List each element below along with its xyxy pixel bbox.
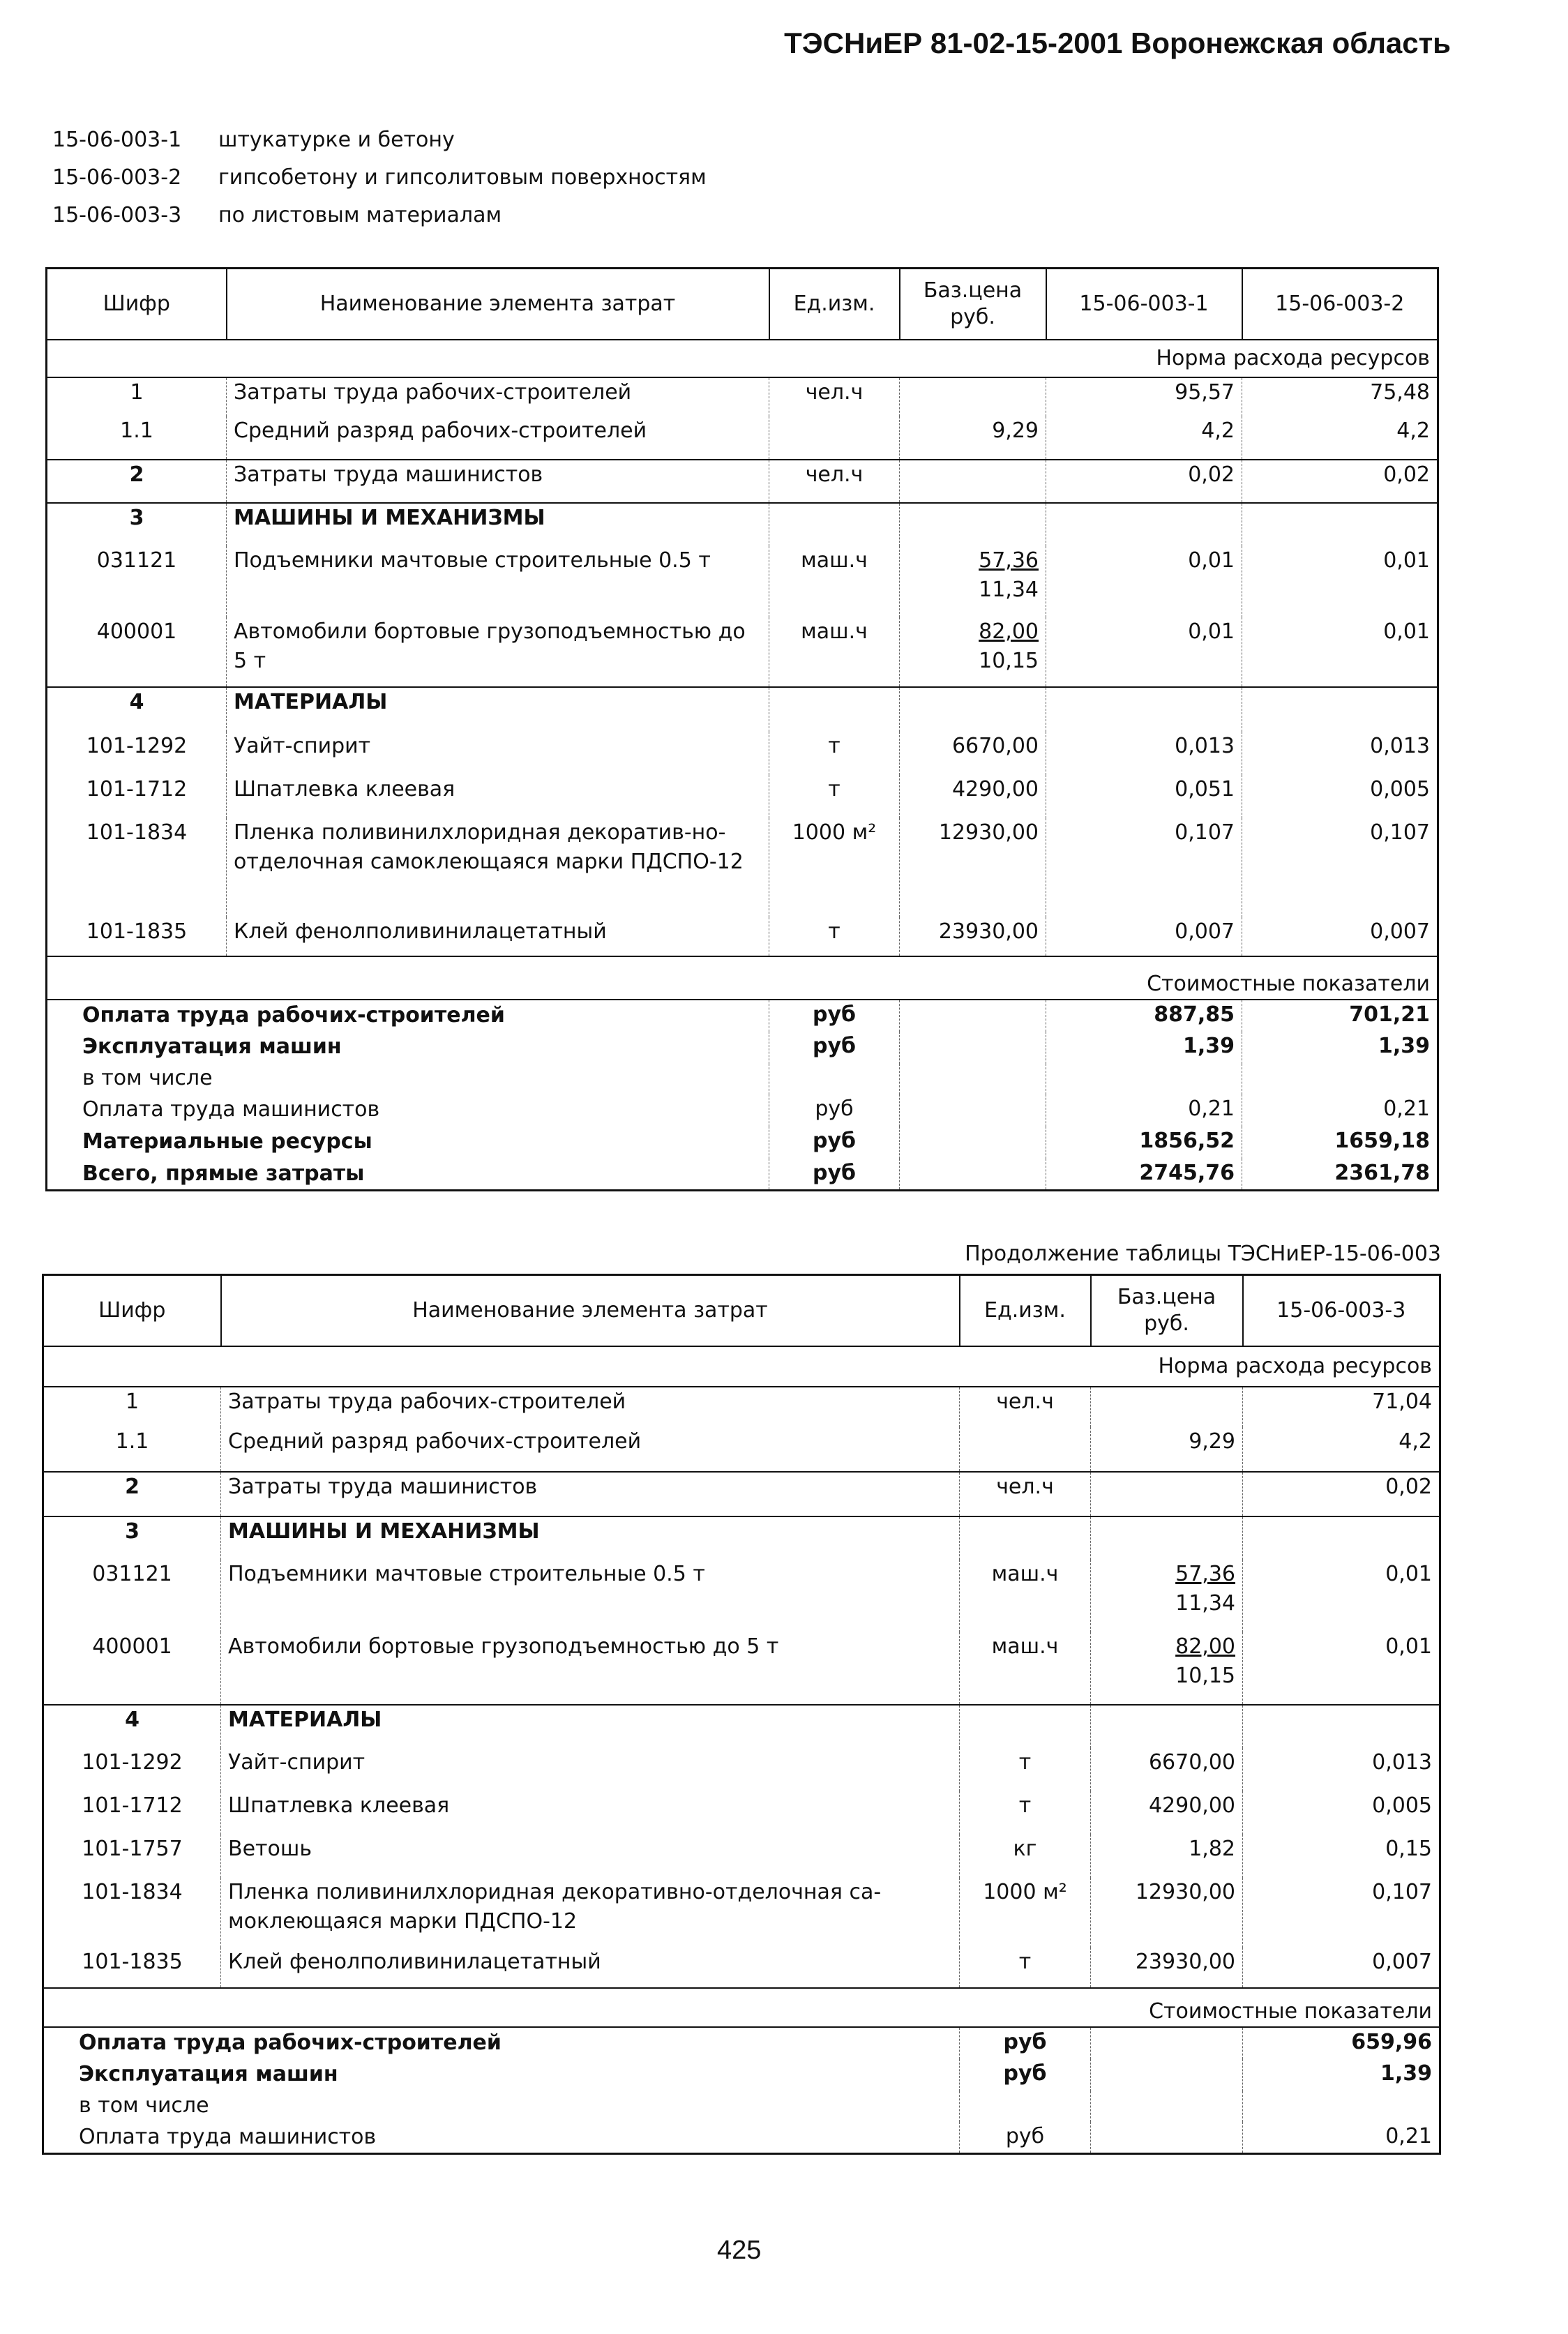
row-price: 4290,00 — [900, 775, 1046, 818]
row-name: Уайт-спирит — [221, 1748, 960, 1791]
col-header-price: Баз.цена руб. — [900, 269, 1046, 340]
row-value-1: 95,57 — [1046, 377, 1242, 416]
table-row — [47, 732, 1438, 775]
cost-unit: руб — [769, 1127, 900, 1159]
row-price — [900, 460, 1046, 503]
norm-section-row — [43, 1346, 1440, 1387]
row-unit: чел.ч — [769, 460, 900, 503]
row-value-1: 0,01 — [1243, 1560, 1440, 1632]
row-price: 57,36 11,34 — [1091, 1560, 1243, 1632]
cost-value-2: 1,39 — [1242, 1032, 1438, 1064]
row-code: 2 — [43, 1472, 221, 1516]
table-row — [47, 416, 1438, 460]
row-value-2: 4,2 — [1242, 416, 1438, 460]
row-code: 2 — [47, 460, 227, 503]
row-unit: маш.ч — [960, 1560, 1091, 1632]
row-value-2: 0,01 — [1242, 617, 1438, 687]
row-unit: 1000 м² — [960, 1878, 1091, 1948]
row-code: 1.1 — [115, 1429, 149, 1454]
cost-value-2: 2361,78 — [1242, 1159, 1438, 1191]
row-name: МАТЕРИАЛЫ — [227, 687, 769, 732]
row-name: Затраты труда рабочих-строителей — [227, 377, 769, 416]
cost-value-2: 0,21 — [1242, 1094, 1438, 1127]
row-code: 3 — [43, 1516, 221, 1560]
row-value-1: 0,107 — [1046, 818, 1242, 917]
cost-value-1: 659,96 — [1243, 2027, 1440, 2059]
cost-row — [47, 1127, 1438, 1159]
table-row — [43, 1387, 1440, 1427]
row-unit: т — [769, 775, 900, 818]
cost-row — [43, 2059, 1440, 2091]
cost-name: Оплата труда машинистов — [82, 1097, 380, 1122]
table-row — [47, 377, 1438, 416]
intro-code: 15-06-003-3 — [52, 203, 182, 227]
row-name: Клей фенолполивинилацетатный — [227, 917, 769, 956]
cost-name: Эксплуатация машин — [79, 2061, 338, 2086]
row-unit: чел.ч — [769, 377, 900, 416]
row-value-2: 0,107 — [1242, 818, 1438, 917]
row-name: Шпатлевка клеевая — [221, 1791, 960, 1835]
row-value-1: 0,051 — [1046, 775, 1242, 818]
col-header-norm-1: 15-06-003-3 — [1243, 1275, 1440, 1346]
cost-row — [47, 1032, 1438, 1064]
cost-name: Оплата труда рабочих-строителей — [79, 2030, 502, 2055]
row-value-1: 0,02 — [1046, 460, 1242, 503]
section-row-materials — [47, 687, 1438, 732]
table-row — [47, 546, 1438, 617]
row-code: 1.1 — [120, 418, 153, 443]
row-name: Подъемники мачтовые строительные 0.5 т — [227, 546, 769, 617]
table-row — [43, 1835, 1440, 1878]
table-row — [43, 1878, 1440, 1948]
row-price: 9,29 — [900, 416, 1046, 460]
document-header: ТЭСНиЕР 81-02-15-2001 Воронежская область — [784, 27, 1451, 59]
row-unit: маш.ч — [769, 546, 900, 617]
row-value-1: 0,01 — [1046, 617, 1242, 687]
table-row — [47, 617, 1438, 687]
table-row — [43, 1560, 1440, 1632]
row-price: 6670,00 — [1091, 1748, 1243, 1791]
norm-label: Норма расхода ресурсов — [43, 1346, 1440, 1387]
row-value-2: 0,005 — [1242, 775, 1438, 818]
row-code: 3 — [47, 503, 227, 546]
cost-unit: руб — [960, 2027, 1091, 2059]
row-value-1: 0,007 — [1243, 1948, 1440, 1988]
row-value-1: 0,02 — [1243, 1472, 1440, 1516]
cost-unit: руб — [769, 1000, 900, 1032]
table-row — [43, 1472, 1440, 1516]
row-price: 82,00 10,15 — [1091, 1632, 1243, 1705]
col-header-name: Наименование элемента затрат — [221, 1275, 960, 1346]
row-unit — [960, 1427, 1091, 1472]
cost-value-2: 701,21 — [1242, 1000, 1438, 1032]
row-value-1: 0,01 — [1243, 1632, 1440, 1705]
col-header-code: Шифр — [47, 269, 227, 340]
row-code: 101-1292 — [82, 1749, 183, 1775]
row-value-1: 0,013 — [1243, 1748, 1440, 1791]
row-name: Средний разряд рабочих-строителей — [227, 416, 769, 460]
row-price: 82,00 10,15 — [900, 617, 1046, 687]
continuation-note: Продолжение таблицы ТЭСНиЕР-15-06-003 — [965, 1242, 1441, 1266]
row-unit: т — [769, 732, 900, 775]
row-code: 4 — [43, 1705, 221, 1748]
row-name: Средний разряд рабочих-строителей — [221, 1427, 960, 1472]
intro-item — [52, 159, 707, 197]
row-name: МАШИНЫ И МЕХАНИЗМЫ — [227, 503, 769, 546]
row-code: 1 — [130, 379, 144, 405]
row-value-1: 4,2 — [1243, 1427, 1440, 1472]
row-unit — [769, 416, 900, 460]
row-price — [1091, 1387, 1243, 1427]
cost-name: Оплата труда машинистов — [79, 2124, 377, 2149]
intro-text: гипсобетону и гипсолитовым поверхностям — [218, 165, 707, 190]
cost-section-row — [43, 1988, 1440, 2027]
cost-name: Всего, прямые затраты — [82, 1161, 365, 1186]
section-row-machines — [43, 1516, 1440, 1560]
col-header-unit: Ед.изм. — [960, 1275, 1091, 1346]
norm-label: Норма расхода ресурсов — [47, 340, 1438, 377]
col-header-price: Баз.цена руб. — [1091, 1275, 1243, 1346]
col-header-norm-1: 15-06-003-1 — [1046, 269, 1242, 340]
row-unit: т — [960, 1748, 1091, 1791]
page-number: 425 — [717, 2236, 762, 2265]
table-row — [43, 1427, 1440, 1472]
section-row-machines — [47, 503, 1438, 546]
table-header-row — [43, 1275, 1440, 1346]
row-name: Автомобили бортовые грузоподъемностью до 5 т — [227, 617, 769, 687]
table-row — [43, 1748, 1440, 1791]
row-price: 9,29 — [1091, 1427, 1243, 1472]
col-header-norm-2: 15-06-003-2 — [1242, 269, 1438, 340]
cost-value-1: 2745,76 — [1046, 1159, 1242, 1191]
table-row — [47, 460, 1438, 503]
intro-item — [52, 197, 707, 234]
intro-text: по листовым материалам — [218, 203, 502, 227]
row-unit: чел.ч — [960, 1387, 1091, 1427]
row-unit: маш.ч — [960, 1632, 1091, 1705]
cost-row — [47, 1159, 1438, 1191]
row-price: 23930,00 — [1091, 1948, 1243, 1988]
row-value-1: 0,15 — [1243, 1835, 1440, 1878]
row-price: 23930,00 — [900, 917, 1046, 956]
intro-code: 15-06-003-2 — [52, 165, 182, 190]
row-code: 101-1757 — [82, 1836, 183, 1861]
cost-name: Эксплуатация машин — [82, 1034, 342, 1059]
row-value-1: 71,04 — [1243, 1387, 1440, 1427]
cost-unit: руб — [769, 1094, 900, 1127]
row-code: 101-1834 — [86, 820, 188, 845]
row-unit: маш.ч — [769, 617, 900, 687]
row-code: 101-1292 — [86, 733, 188, 758]
cost-value-1: 0,21 — [1046, 1094, 1242, 1127]
row-code: 031121 — [92, 1561, 172, 1586]
row-name: МАТЕРИАЛЫ — [221, 1705, 960, 1748]
resource-table-2 — [42, 1274, 1441, 2155]
row-code: 031121 — [96, 548, 177, 573]
row-name: Пленка поливинилхлоридная декоративно-отделочная са-моклеющаяся марки ПДСПО-12 — [221, 1878, 960, 1948]
cost-unit: руб — [960, 2059, 1091, 2091]
row-name: Шпатлевка клеевая — [227, 775, 769, 818]
table-row — [43, 1791, 1440, 1835]
norm-section-row — [47, 340, 1438, 377]
row-code: 101-1712 — [82, 1793, 183, 1818]
row-value-1: 0,005 — [1243, 1791, 1440, 1835]
intro-text: штукатурке и бетону — [218, 128, 455, 152]
row-name: Ветошь — [221, 1835, 960, 1878]
row-price: 1,82 — [1091, 1835, 1243, 1878]
cost-row — [43, 2122, 1440, 2154]
row-price: 12930,00 — [900, 818, 1046, 917]
row-value-1: 4,2 — [1046, 416, 1242, 460]
row-value-2: 0,013 — [1242, 732, 1438, 775]
row-code: 400001 — [92, 1634, 172, 1659]
table-row — [47, 917, 1438, 956]
cost-value-1: 887,85 — [1046, 1000, 1242, 1032]
col-header-code: Шифр — [43, 1275, 221, 1346]
cost-value-1: 1,39 — [1243, 2059, 1440, 2091]
cost-row — [47, 1000, 1438, 1032]
row-price — [900, 377, 1046, 416]
row-code: 101-1712 — [86, 776, 188, 801]
cost-unit: руб — [960, 2122, 1091, 2154]
row-name: Затраты труда машинистов — [227, 460, 769, 503]
row-code: 101-1834 — [82, 1879, 183, 1904]
row-price: 57,36 11,34 — [900, 546, 1046, 617]
cost-name: Материальные ресурсы — [82, 1129, 372, 1154]
cost-value-1: 1,39 — [1046, 1032, 1242, 1064]
col-header-name: Наименование элемента затрат — [227, 269, 769, 340]
resource-table-1 — [45, 267, 1439, 1191]
cost-section-row — [47, 956, 1438, 1000]
row-value-2: 0,01 — [1242, 546, 1438, 617]
cost-name: в том числе — [82, 1065, 213, 1090]
table-row — [43, 1948, 1440, 1988]
cost-row — [43, 2027, 1440, 2059]
row-value-1: 0,013 — [1046, 732, 1242, 775]
row-code: 101-1835 — [82, 1949, 183, 1974]
row-unit: чел.ч — [960, 1472, 1091, 1516]
row-code: 1 — [125, 1389, 140, 1414]
row-unit: 1000 м² — [769, 818, 900, 917]
cost-unit: руб — [769, 1032, 900, 1064]
table-row — [47, 818, 1438, 917]
row-value-2: 0,007 — [1242, 917, 1438, 956]
cost-name: в том числе — [79, 2093, 209, 2118]
row-value-1: 0,107 — [1243, 1878, 1440, 1948]
row-name: Затраты труда рабочих-строителей — [221, 1387, 960, 1427]
row-name: Уайт-спирит — [227, 732, 769, 775]
row-price: 6670,00 — [900, 732, 1046, 775]
row-name: Затраты труда машинистов — [221, 1472, 960, 1516]
row-price — [1091, 1472, 1243, 1516]
row-unit: т — [960, 1791, 1091, 1835]
row-name: Клей фенолполивинилацетатный — [221, 1948, 960, 1988]
row-code: 101-1835 — [86, 919, 188, 944]
cost-value-1: 1856,52 — [1046, 1127, 1242, 1159]
row-unit: т — [769, 917, 900, 956]
intro-item — [52, 121, 707, 159]
cost-unit: руб — [769, 1159, 900, 1191]
row-name: Подъемники мачтовые строительные 0.5 т — [221, 1560, 960, 1632]
cost-label: Стоимостные показатели — [47, 956, 1438, 1000]
row-unit: т — [960, 1948, 1091, 1988]
col-header-unit: Ед.изм. — [769, 269, 900, 340]
row-code: 400001 — [96, 619, 177, 644]
row-value-1: 0,007 — [1046, 917, 1242, 956]
row-value-2: 0,02 — [1242, 460, 1438, 503]
intro-code: 15-06-003-1 — [52, 128, 182, 152]
row-name: МАШИНЫ И МЕХАНИЗМЫ — [221, 1516, 960, 1560]
cost-label: Стоимостные показатели — [43, 1988, 1440, 2027]
cost-row — [43, 2091, 1440, 2122]
cost-value-1: 0,21 — [1243, 2122, 1440, 2154]
intro-list — [52, 121, 707, 234]
row-value-1: 0,01 — [1046, 546, 1242, 617]
row-name: Пленка поливинилхлоридная декоратив-но-отделочная самоклеющаяся марки ПДСПО-12 — [227, 818, 769, 917]
cost-row — [47, 1064, 1438, 1094]
table-row — [43, 1632, 1440, 1705]
row-name: Автомобили бортовые грузоподъемностью до 5 т — [221, 1632, 960, 1705]
row-price: 4290,00 — [1091, 1791, 1243, 1835]
cost-name: Оплата труда рабочих-строителей — [82, 1002, 505, 1027]
table-header-row — [47, 269, 1438, 340]
row-value-2: 75,48 — [1242, 377, 1438, 416]
row-unit: кг — [960, 1835, 1091, 1878]
table-row — [47, 775, 1438, 818]
section-row-materials — [43, 1705, 1440, 1748]
cost-value-2: 1659,18 — [1242, 1127, 1438, 1159]
row-price: 12930,00 — [1091, 1878, 1243, 1948]
row-code: 4 — [47, 687, 227, 732]
cost-row — [47, 1094, 1438, 1127]
